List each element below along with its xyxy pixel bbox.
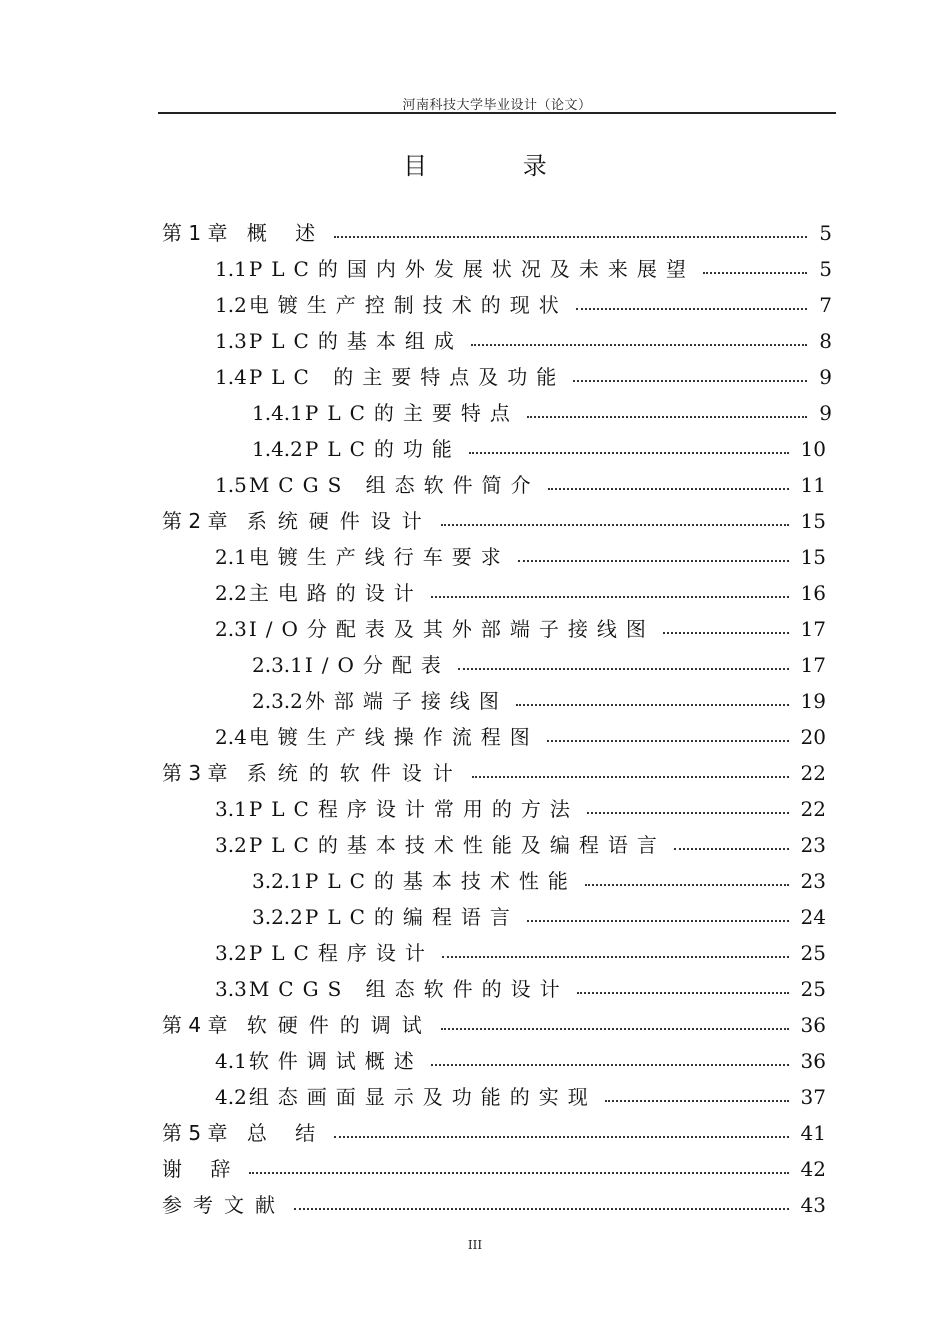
toc-entry-title: 概 述 (246, 221, 327, 245)
toc-entry-label (252, 647, 450, 683)
toc-entry-number: 第 1 章 (162, 221, 228, 245)
dot-leader (527, 920, 789, 922)
toc-entry-number: 3.2 (215, 833, 247, 857)
toc-entry-label (252, 899, 519, 935)
dot-leader (527, 416, 807, 418)
toc-entry-label (215, 935, 434, 971)
header-rule (158, 112, 836, 114)
toc-entry[interactable] (252, 395, 832, 431)
toc-entry-number: 1.4 (215, 365, 247, 389)
toc-entry-number: 1.4.1 (252, 401, 303, 425)
dot-leader (294, 1208, 789, 1210)
toc-entry-page: 11 (800, 473, 826, 497)
toc-entry[interactable] (162, 1151, 826, 1187)
toc-entry-title: 电镀生产线操作流程图 (248, 725, 539, 749)
toc-entry-title: 组态画面显示及功能的实现 (248, 1085, 597, 1109)
toc-entry-number: 1.2 (215, 293, 247, 317)
toc-entry[interactable] (215, 539, 826, 575)
page-number: III (467, 1238, 483, 1252)
toc-entry[interactable] (215, 791, 826, 827)
toc-entry-page: 9 (819, 401, 832, 425)
toc-entry-number: 2.3.1 (252, 653, 303, 677)
dot-leader (605, 1100, 789, 1102)
toc-entry-page: 10 (800, 437, 826, 461)
toc-entry-label (252, 863, 577, 899)
toc-entry-page: 25 (800, 977, 826, 1001)
toc-entry-page: 9 (819, 365, 832, 389)
toc-entry-title: PLC程序设计 (248, 941, 434, 965)
toc-entry-title: PLC的功能 (304, 437, 461, 461)
toc-entry-page: 17 (800, 653, 826, 677)
toc-entry-title: 外部端子接线图 (304, 689, 508, 713)
dot-leader (674, 848, 789, 850)
dot-leader (518, 560, 789, 562)
toc-entry-title: MCGS 组态软件简介 (248, 473, 540, 497)
toc-entry-page: 23 (800, 869, 826, 893)
dot-leader (458, 668, 789, 670)
toc-entry[interactable] (215, 575, 826, 611)
toc-entry-title: 谢 辞 (162, 1157, 242, 1181)
toc-entry[interactable] (215, 971, 826, 1007)
toc-entry[interactable] (252, 647, 826, 683)
toc-entry-page: 19 (800, 689, 826, 713)
toc-entry-number: 4.1 (215, 1049, 247, 1073)
toc-entry-label (215, 1043, 423, 1079)
toc-entry-label (252, 395, 519, 431)
dot-leader (249, 1172, 788, 1174)
toc-entry-number: 3.3 (215, 977, 247, 1001)
toc-entry[interactable] (252, 431, 826, 467)
toc-entry-page: 15 (800, 545, 826, 569)
toc-entry-number: 3.2.2 (252, 905, 303, 929)
toc-entry[interactable] (162, 503, 826, 539)
toc-entry-title: 软件调试概述 (248, 1049, 423, 1073)
dot-leader (576, 308, 807, 310)
dot-leader (472, 776, 789, 778)
toc-entry-title: PLC的基本组成 (248, 329, 463, 353)
toc-entry-label (215, 719, 539, 755)
toc-entry-title: PLC的编程语言 (304, 905, 519, 929)
toc-entry-label (215, 287, 568, 323)
toc-entry-label (252, 431, 461, 467)
toc-entry-title: I/O分配表及其外部端子接线图 (248, 617, 655, 641)
toc-entry-number: 第 5 章 (162, 1121, 228, 1145)
toc-entry-title: 系统硬件设计 (246, 509, 433, 533)
toc-entry-title: I/O分配表 (304, 653, 450, 677)
toc-entry[interactable] (252, 683, 826, 719)
toc-entry-page: 8 (819, 329, 832, 353)
toc-entry[interactable] (215, 287, 832, 323)
toc-entry-number: 2.3 (215, 617, 247, 641)
toc-entry-label (162, 1007, 433, 1043)
toc-entry-page: 23 (800, 833, 826, 857)
dot-leader (547, 740, 789, 742)
toc-entry-label (252, 683, 508, 719)
toc-entry-title: MCGS 组态软件的设计 (248, 977, 569, 1001)
toc-entry-number: 1.3 (215, 329, 247, 353)
toc-entry[interactable] (162, 1115, 826, 1151)
toc-entry[interactable] (215, 827, 826, 863)
toc-entry-number: 第 4 章 (162, 1013, 228, 1037)
running-header: 河南科技大学毕业设计（论文） (402, 98, 592, 113)
toc-entry[interactable] (252, 899, 826, 935)
dot-leader (577, 992, 789, 994)
toc-entry-label (215, 251, 695, 287)
dot-leader (573, 380, 807, 382)
toc-entry-number: 4.2 (215, 1085, 247, 1109)
toc-entry-title: PLC的基本技术性能及编程语言 (248, 833, 666, 857)
toc-entry-number: 2.3.2 (252, 689, 303, 713)
toc-entry-title: 系统的软件设计 (246, 761, 464, 785)
dot-leader (441, 1028, 789, 1030)
toc-entry[interactable] (252, 863, 826, 899)
toc-entry-page: 37 (800, 1085, 826, 1109)
toc-entry-title: 主电路的设计 (248, 581, 423, 605)
dot-leader (703, 272, 807, 274)
dot-leader (516, 704, 789, 706)
dot-leader (471, 344, 807, 346)
toc-entry[interactable] (215, 719, 826, 755)
toc-entry-page: 36 (800, 1013, 826, 1037)
toc-entry[interactable] (162, 1187, 826, 1223)
toc-entry-page: 43 (800, 1193, 826, 1217)
toc-entry-title: PLC的基本技术性能 (304, 869, 577, 893)
toc-entry-title: PLC程序设计常用的方法 (248, 797, 579, 821)
toc-entry-number: 1.5 (215, 473, 247, 497)
toc-entry-page: 5 (819, 221, 832, 245)
toc-entry-label (215, 539, 510, 575)
toc-entry-page: 41 (800, 1121, 826, 1145)
dot-leader (585, 884, 789, 886)
toc-entry-page: 16 (800, 581, 826, 605)
dot-leader (431, 1064, 789, 1066)
toc-entry-label (162, 215, 326, 251)
toc-entry-label (162, 1187, 286, 1223)
toc-entry-label (215, 827, 666, 863)
toc-entry-page: 20 (800, 725, 826, 749)
toc-entry[interactable] (215, 251, 832, 287)
toc-title: 目 录 (403, 152, 591, 180)
toc-entry[interactable] (162, 755, 826, 791)
toc-entry-number: 2.2 (215, 581, 247, 605)
toc-entry[interactable] (215, 359, 832, 395)
toc-entry-number: 2.1 (215, 545, 247, 569)
toc-entry-page: 22 (800, 797, 826, 821)
toc-entry-page: 24 (800, 905, 826, 929)
toc-entry-label (215, 1079, 597, 1115)
toc-entry[interactable] (215, 1043, 826, 1079)
toc-entry[interactable] (215, 467, 826, 503)
dot-leader (442, 956, 789, 958)
toc-entry-title: PLC 的主要特点及功能 (248, 365, 566, 389)
toc-entry[interactable] (162, 215, 832, 251)
dot-leader (548, 488, 789, 490)
toc-entry[interactable] (215, 935, 826, 971)
toc-entry-number: 第 2 章 (162, 509, 228, 533)
toc-entry-page: 36 (800, 1049, 826, 1073)
toc-entry-page: 7 (819, 293, 832, 317)
toc-entry-title: 电镀生产线行车要求 (248, 545, 510, 569)
toc-entry-page: 25 (800, 941, 826, 965)
toc-entry-title: PLC的国内外发展状况及未来展望 (248, 257, 695, 281)
toc-entry-title: 电镀生产控制技术的现状 (248, 293, 568, 317)
dot-leader (334, 1136, 788, 1138)
toc-entry-label (162, 1115, 326, 1151)
toc-entry-label (162, 755, 464, 791)
toc-entry-page: 5 (819, 257, 832, 281)
toc-entry-number: 1.1 (215, 257, 247, 281)
toc-entry-number: 3.2.1 (252, 869, 303, 893)
toc-entry-title: 参考文献 (162, 1193, 286, 1217)
toc-entry-page: 15 (800, 509, 826, 533)
toc-entry-label (162, 503, 433, 539)
toc-entry-page: 42 (800, 1157, 826, 1181)
toc-entry-label (215, 359, 565, 395)
toc-entry-label (215, 323, 463, 359)
toc-entry[interactable] (215, 611, 826, 647)
toc-entry-label (215, 971, 569, 1007)
toc-entry-page: 17 (800, 617, 826, 641)
toc-entry-label (215, 611, 655, 647)
toc-entry-title: 总 结 (246, 1121, 327, 1145)
dot-leader (469, 452, 789, 454)
dot-leader (431, 596, 789, 598)
toc-entry[interactable] (162, 1007, 826, 1043)
toc-entry-label (215, 467, 540, 503)
toc-entry-number: 1.4.2 (252, 437, 303, 461)
toc-entry-number: 3.1 (215, 797, 247, 821)
toc-entry-label (215, 791, 579, 827)
toc-entry[interactable] (215, 323, 832, 359)
toc-entry-number: 2.4 (215, 725, 247, 749)
toc-entry-number: 第 3 章 (162, 761, 228, 785)
toc-entry[interactable] (215, 1079, 826, 1115)
dot-leader (663, 632, 789, 634)
toc-entry-label (215, 575, 423, 611)
dot-leader (587, 812, 789, 814)
toc-entry-label (162, 1151, 241, 1187)
toc-entry-number: 3.2 (215, 941, 247, 965)
dot-leader (441, 524, 789, 526)
toc-entry-title: PLC的主要特点 (304, 401, 519, 425)
toc-entry-title: 软硬件的调试 (246, 1013, 433, 1037)
dot-leader (334, 236, 807, 238)
toc-entry-page: 22 (800, 761, 826, 785)
